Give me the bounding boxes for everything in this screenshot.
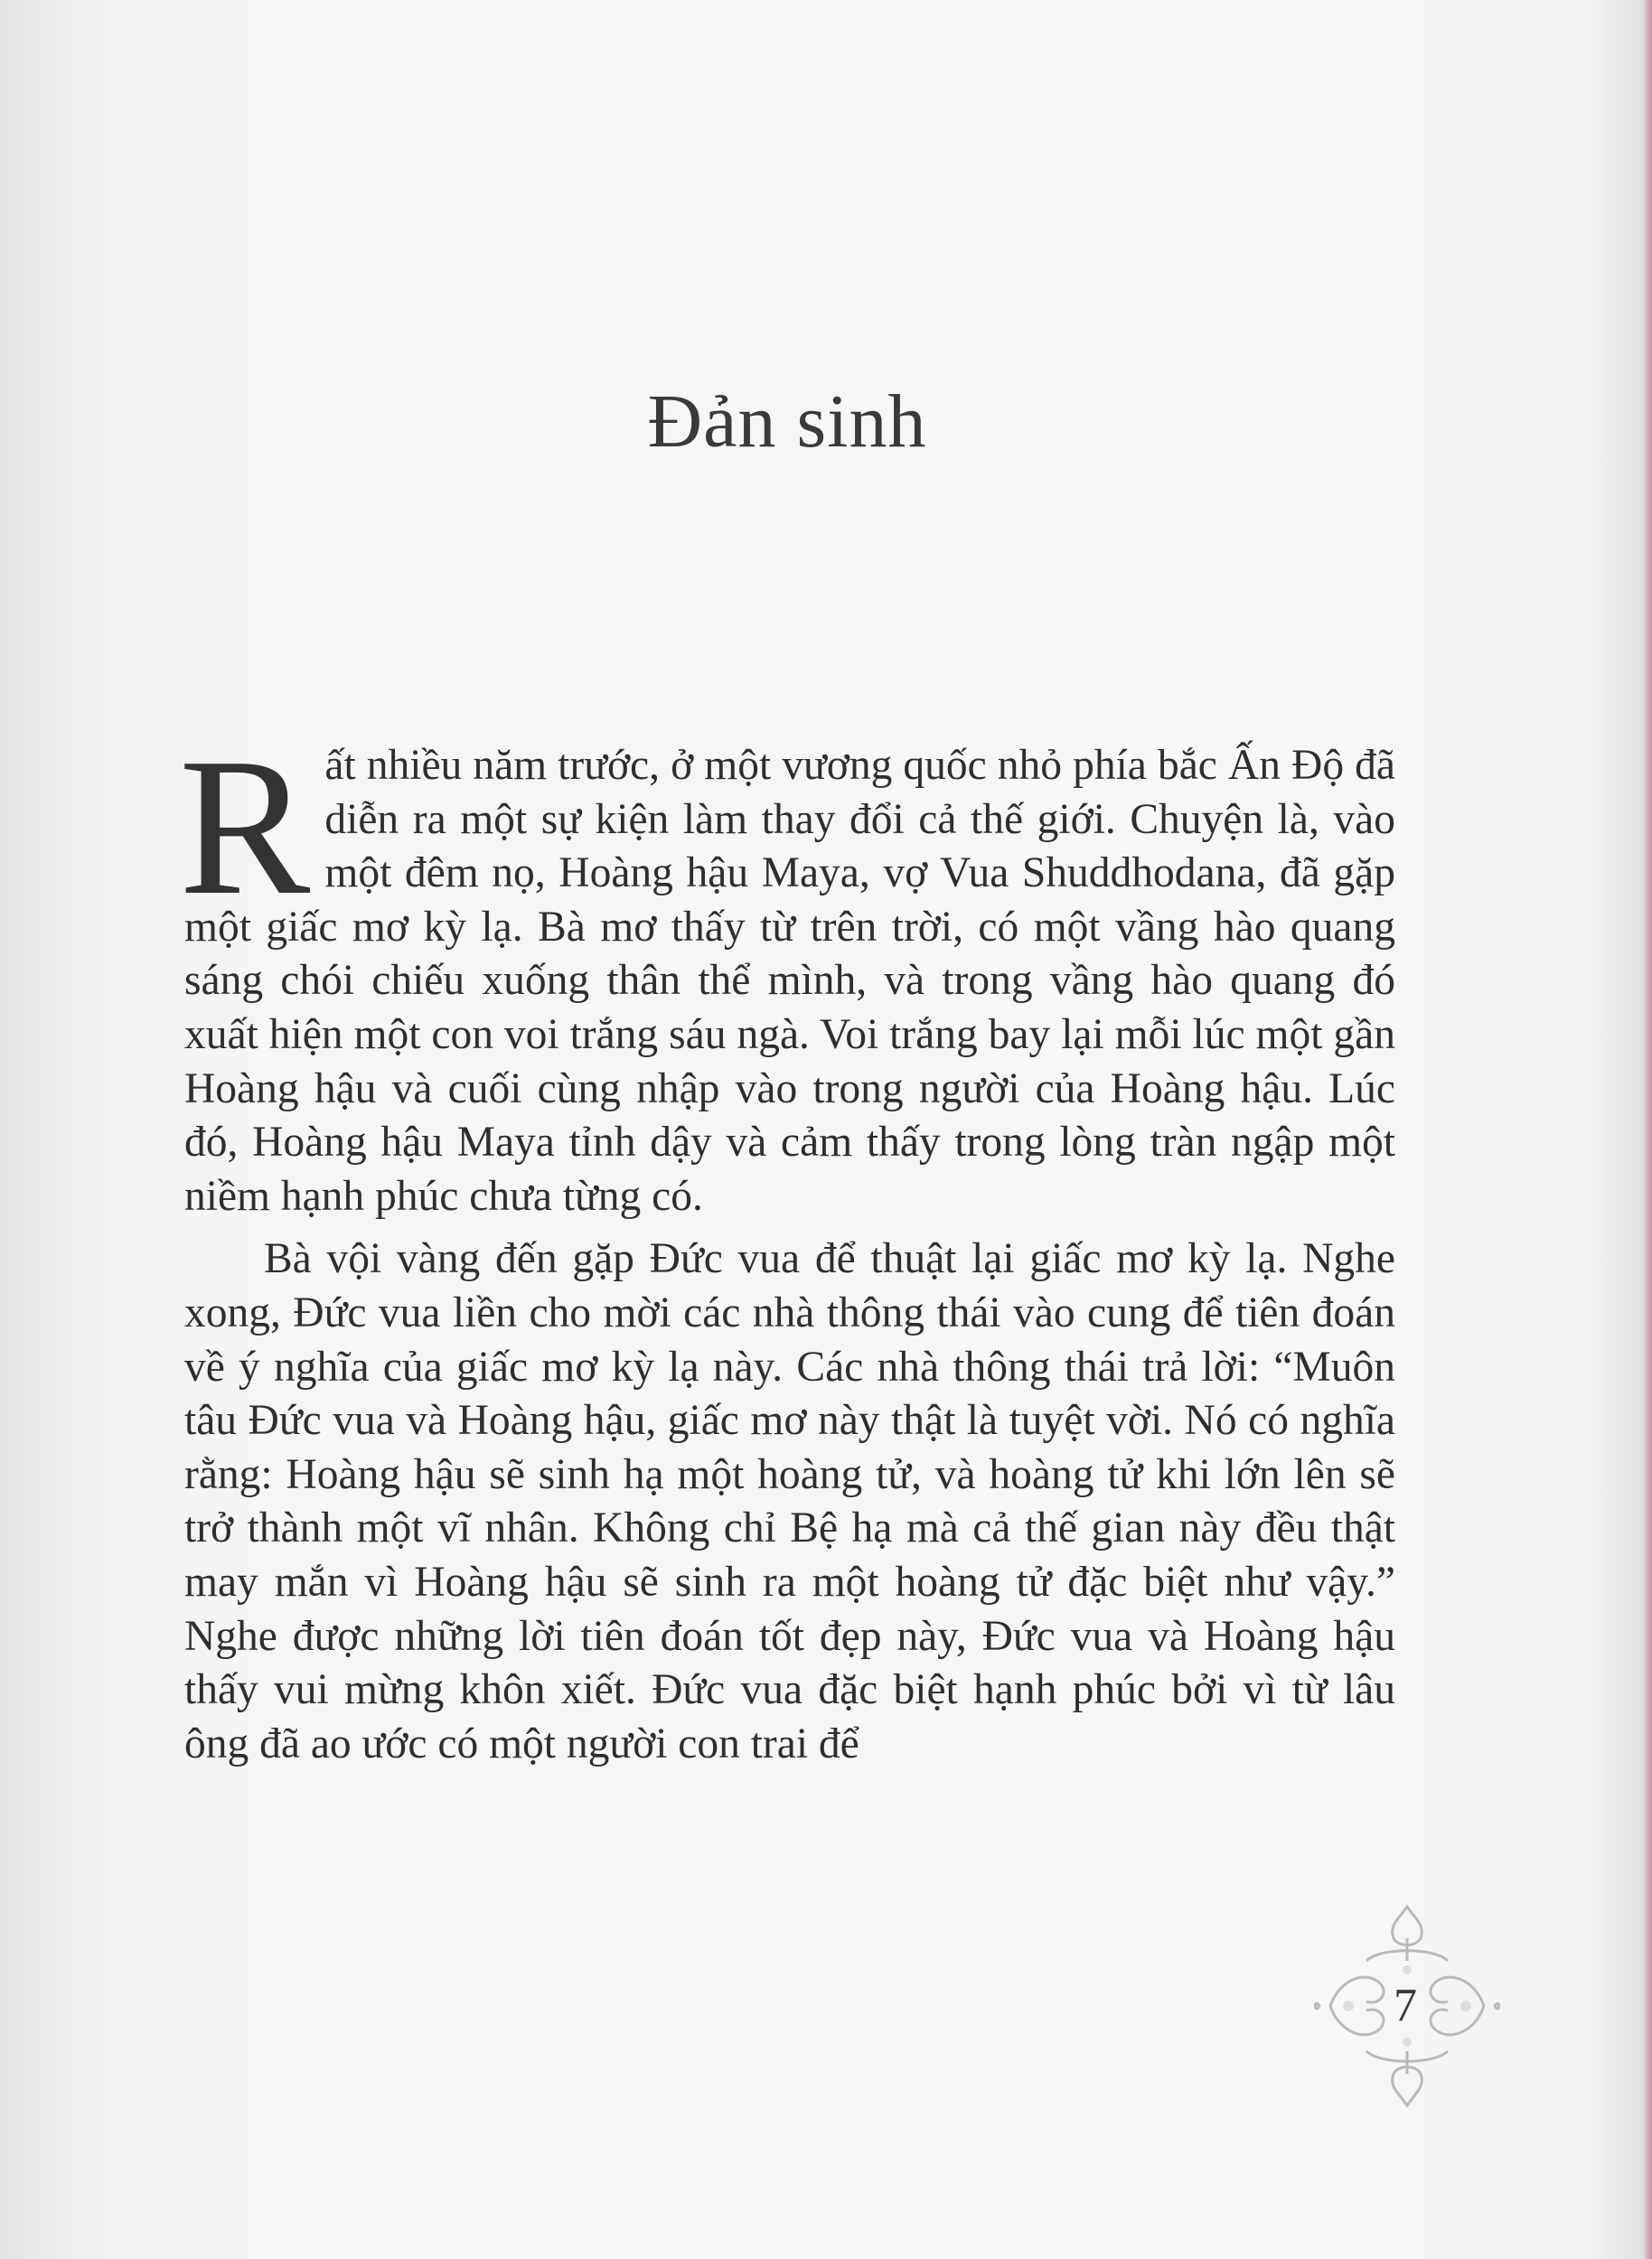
paragraph-2: Bà vội vàng đến gặp Đức vua để thuật lại giấc mơ kỳ lạ. Nghe xong, Đức vua liền cho mời các nhà thông thái vào cung để tiên đoán về ý nghĩa của giấc mơ kỳ lạ này. Các nhà thông thái trả lời: “Muôn tâu Đức vua và Hoàng hậu, giấc mơ này thật là tuyệt vời. Nó có nghĩa rằng: Hoàng hậu sẽ sinh hạ một hoàng tử, và hoàng tử khi lớn lên sẽ trở thành một vĩ nhân. Không chỉ Bệ hạ mà cả thế gian này đều thật may mắn vì Hoàng hậu sẽ sinh ra một hoàng tử đặc biệt như vậy.” Nghe được những lời tiên đoán tốt đẹp này, Đức vua và Hoàng hậu thấy vui mừng khôn xiết. Đức vua đặc biệt hạnh phúc bởi vì từ lâu ông đã ao ước có một người con trai để [184,1235,1395,1767]
paragraph-1 [179,718,1395,1223]
page-edge [1645,0,1652,2259]
chapter-body [179,718,1395,1771]
chapter-title: Đản sinh [647,380,927,464]
page-number: 7 [1394,1980,1417,2031]
drop-cap: R [179,718,311,936]
paragraph-1-text: ất nhiều năm trước, ở một vương quốc nhỏ phía bắc Ấn Độ đã diễn ra một sự kiện làm thay đổi cả thế giới. Chuyện là, vào một đêm nọ, Hoàng hậu Maya, vợ Vua Shuddhodana, đã gặp một giấc mơ kỳ lạ. Bà mơ thấy từ trên trời, có một vầng hào quang sáng chói chiếu xuống thân thể mình, và trong vầng hào quang đó xuất hiện một con voi trắng sáu ngà. Voi trắng bay lại mỗi lúc một gần Hoàng hậu và cuối cùng nhập vào trong người của Hoàng hậu. Lúc đó, Hoàng hậu Maya tỉnh dậy và cảm thấy trong lòng tràn ngập một niềm hạnh phúc chưa từng có. [184,742,1395,1220]
